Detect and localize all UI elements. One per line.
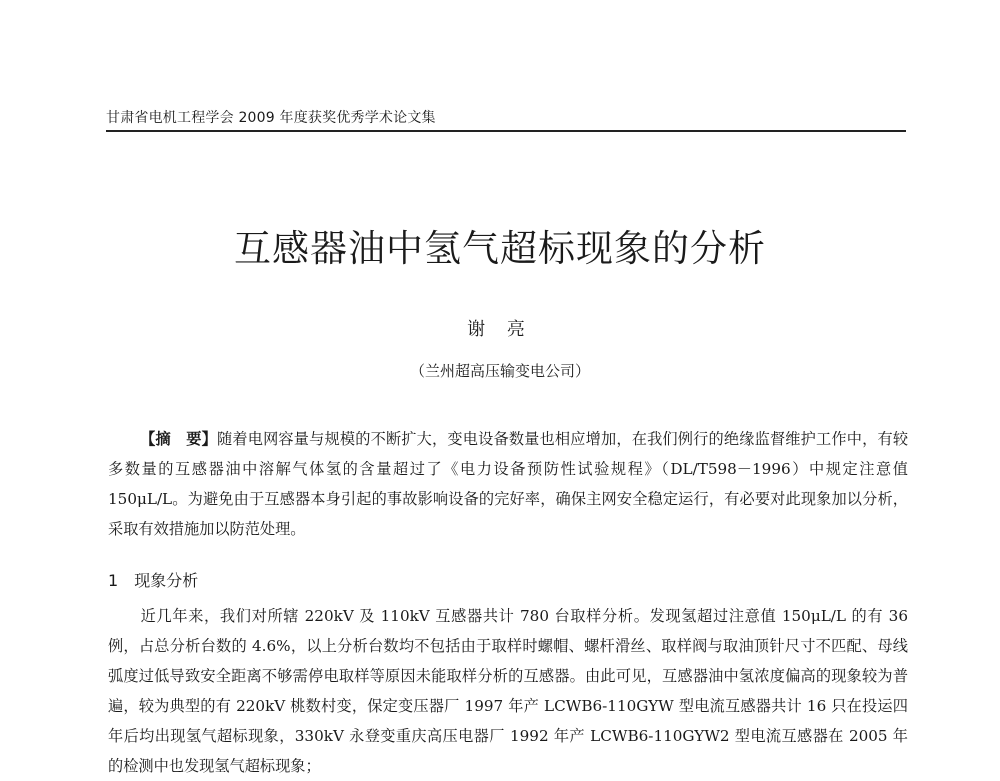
- paper-title: 互感器油中氢气超标现象的分析: [234, 227, 766, 270]
- section-number: 1: [108, 571, 119, 590]
- abstract-label: 【摘 要】: [140, 430, 217, 448]
- author-name: 谢 亮: [467, 319, 533, 340]
- author-affiliation: （兰州超高压输变电公司）: [409, 362, 590, 380]
- abstract: [108, 424, 908, 544]
- running-header-text: 甘肃省电机工程学会 2009 年度获奖优秀学术论文集: [106, 110, 436, 126]
- body-paragraph-text: 近几年来，我们对所辖 220kV 及 110kV 互感器共计 780 台取样分析。发现氢超过注意值 150μL/L 的有 36 例，占总分析台数的 4.6%，以上分析台数均不包括由于取样时螺帽、螺杆滑丝、取样阀与取油顶针尺寸不匹配、母线弧度过低导致安全距离不够需停电取样等原因未能取样分析的互感器。由此可见，互感器油中氢浓度偏高的现象较为普遍，较为典型的有 220kV 桃数村变，保定变压器厂 1997 年产 LCWB6-110GYW 型电流互感器共计 16 只在投运四年后均出现氢气超标现象，330kV 永登变重庆高压电器厂 1992 年产 LCWB6-110GYW2 型电流互感器在 2005 年的检测中也发现氢气超标现象；: [108, 607, 908, 775]
- abstract-text: 随着电网容量与规模的不断扩大，变电设备数量也相应增加，在我们例行的绝缘监督维护工作中，有较多数量的互感器油中溶解气体氢的含量超过了《电力设备预防性试验规程》（DL/T598－1996）中规定注意值 150μL/L。为避免由于互感器本身引起的事故影响设备的完好率，确保主网安全稳定运行，有必要对此现象加以分析，采取有效措施加以防范处理。: [108, 430, 909, 538]
- section-heading: [108, 568, 198, 591]
- body-paragraph: [108, 601, 908, 781]
- section-title: 现象分析: [134, 571, 199, 590]
- running-header: [106, 107, 906, 132]
